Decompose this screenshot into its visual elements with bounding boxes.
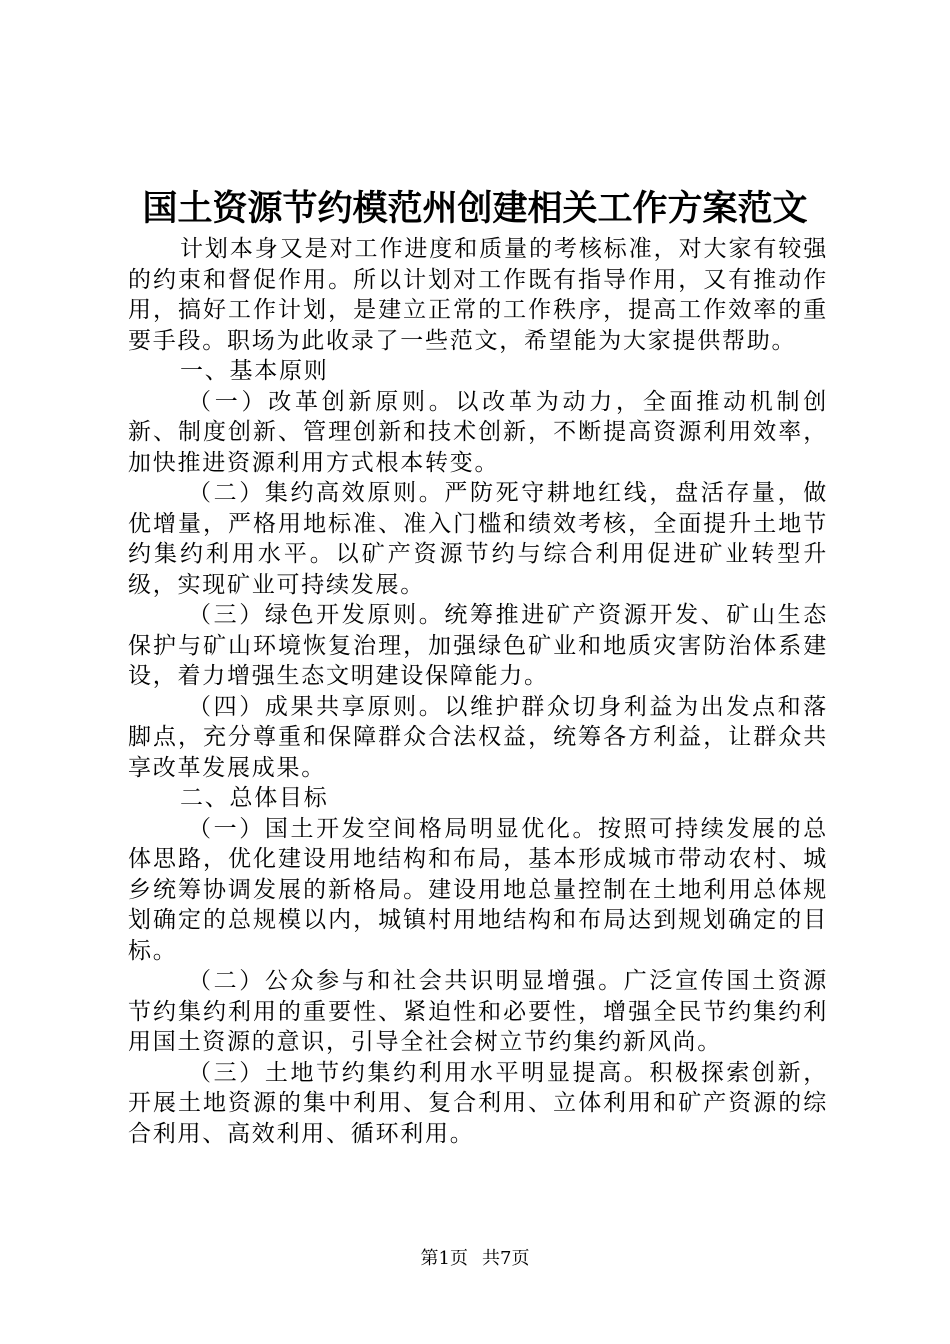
intro-paragraph: 计划本身又是对工作进度和质量的考核标准，对大家有较强的约束和督促作用。所以计划对工作既有指导作用，又有推动作用，搞好工作计划，是建立正常的工作秩序，提高工作效率的重要手段。职场为此收录了一些范文，希望能为大家提供帮助。: [128, 236, 828, 354]
principle-paragraph: （二）集约高效原则。严防死守耕地红线，盘活存量，做优增量，严格用地标准、准入门槛和绩效考核，全面提升土地节约集约利用水平。以矿产资源节约与综合利用促进矿业转型升级，实现矿业可持续发展。: [128, 480, 828, 598]
principle-paragraph: （一）改革创新原则。以改革为动力，全面推动机制创新、制度创新、管理创新和技术创新，不断提高资源利用效率，加快推进资源利用方式根本转变。: [128, 388, 828, 476]
principle-paragraph: （四）成果共享原则。以维护群众切身利益为出发点和落脚点，充分尊重和保障群众合法权益，统筹各方利益，让群众共享改革发展成果。: [128, 693, 828, 781]
principle-paragraph: （三）绿色开发原则。统筹推进矿产资源开发、矿山生态保护与矿山环境恢复治理，加强绿色矿业和地质灾害防治体系建设，着力增强生态文明建设保障能力。: [128, 602, 828, 689]
goal-paragraph: （二）公众参与和社会共识明显增强。广泛宣传国土资源节约集约利用的重要性、紧迫性和必要性，增强全民节约集约利用国土资源的意识，引导全社会树立节约集约新风尚。: [128, 968, 828, 1055]
document-body: [128, 234, 828, 1149]
document-title: 国土资源节约模范州创建相关工作方案范文: [142, 188, 808, 229]
page-number: 第1页: [420, 1248, 468, 1269]
page-footer: [0, 1247, 950, 1271]
goal-paragraph: （一）国土开发空间格局明显优化。按照可持续发展的总体思路，优化建设用地结构和布局，基本形成城市带动农村、城乡统筹协调发展的新格局。建设用地总量控制在土地利用总体规划确定的总规模以内，城镇村用地结构和布局达到规划确定的目标。: [128, 815, 828, 964]
goal-paragraph: （三）土地节约集约利用水平明显提高。积极探索创新，开展土地资源的集中利用、复合利用、立体利用和矿产资源的综合利用、高效利用、循环利用。: [128, 1059, 828, 1147]
section-heading-principles: 一、基本原则: [180, 358, 329, 384]
page-total: 共7页: [482, 1248, 530, 1269]
section-heading-goals: 二、总体目标: [180, 785, 329, 811]
